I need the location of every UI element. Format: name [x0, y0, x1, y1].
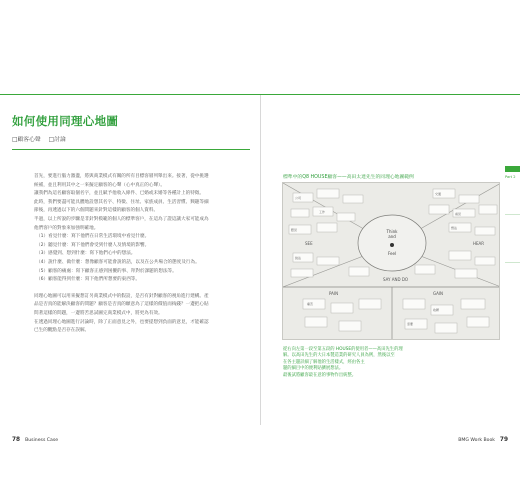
caption-line: 題的細目中的便利貼擴展想法。 — [283, 366, 344, 372]
footer-left — [12, 437, 58, 443]
chapter-tab-label: Part 2 — [505, 175, 516, 179]
note-text: 痛苦 — [307, 302, 314, 306]
section-label-hear: HEAR — [473, 241, 485, 246]
note-text: 聽見 — [291, 228, 298, 232]
caption-line: 解。以高田先生的大日本製造業的研究人員為例，然後以至 — [283, 353, 395, 359]
option-discussion: □討論 — [48, 137, 66, 143]
title-underline — [12, 149, 250, 150]
closing-line: 在透過同理心地圖進行討論時，除了正面意見之外，也要提想到負面的意見，才能確認 — [34, 319, 209, 325]
note-text: 公司 — [295, 196, 302, 200]
question-item: （2）聽見什麼：寫下他們會受到什麼人及情境的影響。 — [36, 242, 150, 248]
question-item: （3）感覺到、想到什麼：寫下他們心中的想法。 — [36, 251, 136, 257]
paragraph-line: 首先，要進行腦力激盪，將與商業模式有關的所有目標客層列舉出來。接著，從中挑選 — [34, 174, 209, 179]
figure-title: 標準中的Q8 HOUSE顧客——高田太達先生的同理心地圖範例 — [283, 175, 414, 180]
paragraph-line: 半過，以上所說的步驟是非針對模範的個人的標準客戶，在這為了證這讓大家可能成為 — [34, 216, 209, 222]
note-text: 收穫 — [433, 308, 440, 312]
caption-line: 從右向左第一段至第五段的 HOUSE的使用者——高田先生的理 — [283, 347, 403, 352]
note-text: 工作 — [319, 210, 326, 214]
note-text: 交通 — [435, 192, 442, 196]
title-block — [12, 113, 254, 143]
chapter-tab — [505, 166, 520, 172]
center-label-and: and — [388, 234, 396, 239]
section-label-say-do: SAY AND DO — [383, 277, 409, 282]
page-title: 如何使用同理心地圖 — [12, 114, 119, 128]
question-item: （4）說什麼、做什麼：想像顧客可能會說的話，以及在公共場合的態度及行為。 — [36, 259, 200, 265]
option-customer-voice: □顧客心聲 — [12, 137, 41, 143]
closing-line: 已生的觀點是否存在誤解。 — [34, 328, 90, 334]
right-page — [261, 95, 520, 425]
chapter-tab-rule — [505, 214, 520, 215]
center-label-feel: Feel — [387, 251, 397, 256]
caption-line: 最後試將顧客最在意的事物作出統整。 — [283, 372, 357, 378]
paragraph-line: 他們客戶的對象來加強明確地。 — [34, 225, 99, 231]
left-page — [0, 95, 260, 425]
section-label-gain: GAIN — [433, 291, 444, 296]
figure-caption — [283, 347, 483, 379]
section-label-see: SEE — [305, 241, 313, 246]
running-title-right: BMG Work Book — [458, 438, 495, 443]
question-item: （6）顧客能得到什麼：寫下他們所想要的東西等。 — [36, 277, 140, 283]
section-label-pain: PAIN — [329, 291, 339, 296]
page-number-right: 79 — [499, 437, 508, 443]
closing-line: 品是否真的能解決顧客的問題？顧客是否真的願意為了這樣的價值而掏錢？一邊把心貼 — [34, 302, 209, 308]
note-text: 需要 — [407, 322, 414, 326]
closing-line: 同理心地圖可以用來擬想訂另商業模式中的假設，是否有針對顧客的視角進行建構。產 — [34, 293, 209, 299]
closing-line: 問著這樣的問題，一邊將苦思試圖完商業模式中，將更為有效。 — [34, 310, 163, 316]
page-number-left: 78 — [12, 437, 21, 443]
paragraph-line: 讓我們為這名顧客取個名字，並且賦予他收入條件、已婚或未婚等各種計上的特徵。 — [34, 191, 204, 197]
paragraph-line: 候補，並且利用其中之一來擬定顧客的心聲（心中真正的心聲）。 — [34, 182, 165, 188]
question-item: （5）顧客的痛處：寫下顧客正感到困擾的事、拜對於課題的想法等。 — [36, 268, 177, 274]
paragraph-line: 節後，再透過以下的六個問題來針對這樣的顧客的個人資料。 — [34, 208, 159, 214]
body-text — [34, 173, 246, 336]
footer-right — [458, 437, 508, 443]
center-label-think: Think — [386, 229, 398, 234]
note-text: 看見 — [455, 212, 462, 216]
note-text: 想法 — [451, 226, 458, 230]
caption-line: 在各主題詳細了解他的生活樣式，經由各主 — [283, 359, 365, 365]
paragraph-line: 此時，我們要盡可能具體地設想其名字、特徵、住址、家族成員、生活習慣、興趣等細 — [34, 199, 209, 205]
question-item: （1）看見什麼：寫下他們在日常生活環境中看見什麼。 — [36, 234, 150, 240]
running-title-left: Business Case — [25, 438, 59, 443]
note-text: 說法 — [295, 256, 302, 260]
option-list — [12, 134, 254, 143]
empathy-map-photo — [282, 182, 500, 340]
chapter-tab-rule — [505, 262, 520, 263]
empathy-map-board — [283, 183, 500, 340]
